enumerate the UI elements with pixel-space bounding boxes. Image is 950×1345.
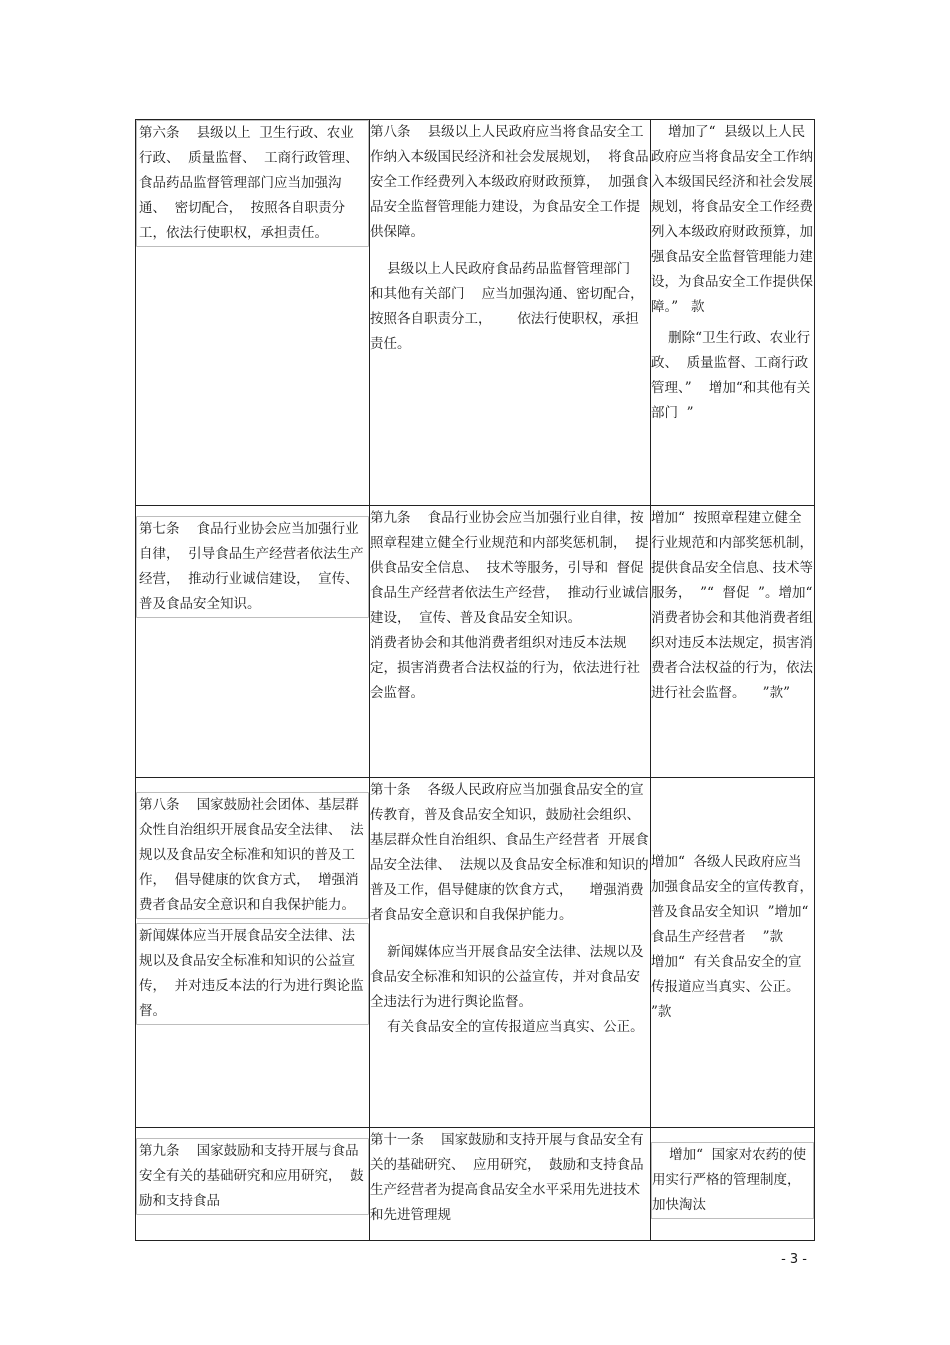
change-note-text: 删除“卫生行政、农业行政、 质量监督、工商行政管理、” 增加“和其他有关部门 ” [651,330,811,421]
table-row [136,120,815,506]
old-article-cell [136,120,370,506]
new-article-text: 第九条 食品行业协会应当加强行业自律，按照章程建立健全行业规范和内部奖惩机制， 提供食品安全信息、 技术等服务，引导和 督促 食品生产经营者依法生产经营， 推动行业诚信建设， 宣传、普及食品安全知识。 消费者协会和其他消费者组织对违反本法规定，损害消费者合法权益的行为，依法进行社会监督。 [370,510,649,701]
new-article-text: 第十一条 国家鼓励和支持开展与食品安全有关的基础研究、 应用研究， 鼓励和支持食品生产经营者为提高食品安全水平采用先进技术和先进管理规 [370,1132,644,1223]
new-article-text: 第十条 各级人民政府应当加强食品安全的宣传教育，普及食品安全知识，鼓励社会组织、基层群众性自治组织、食品生产经营者 开展食品安全法律、 法规以及食品安全标准和知识的普及工作，倡导健康的饮食方式， 增强消费者食品安全意识和自我保护能力。 [370,782,649,923]
change-note-text: 增加了“ 县级以上人民政府应当将食品安全工作纳入本级国民经济和社会发展规划，将食品安全工作经费列入本级政府财政预算，加强食品安全监督管理能力建设，为食品安全工作提供保障。” 款 [651,124,813,315]
new-article-cell [370,778,651,1128]
new-article-text: 第八条 县级以上人民政府应当将食品安全工作纳入本级国民经济和社会发展规划， 将食品安全工作经费列入本级政府财政预算， 加强食品安全监督管理能力建设，为食品安全工作提供保障。 [370,124,649,240]
comparison-table [135,119,821,1241]
old-article-cell [136,506,370,778]
old-article-text: 第七条 食品行业协会应当加强行业自律， 引导食品生产经营者依法生产经营， 推动行业诚信建设， 宣传、普及食品安全知识。 [136,516,369,618]
change-note-text: 增加“ 国家对农药的使用实行严格的管理制度，加快淘汰 [651,1142,814,1219]
old-article-text: 第九条 国家鼓励和支持开展与食品安全有关的基础研究和应用研究， 鼓励和支持食品 [136,1138,369,1215]
change-note-text: 增加“ 按照章程建立健全行业规范和内部奖惩机制，提供食品安全信息、技术等服务， ”“ 督促 ”。增加“ 消费者协会和其他消费者组织对违反本法规定，损害消费者合法权益的行为，依法进行社会监督。 ”款” [651,510,821,701]
change-note-cell [651,1128,815,1241]
table-row [136,506,815,778]
old-article-cell [136,778,370,1128]
old-article-cell [136,1128,370,1241]
table-row [136,778,815,1128]
old-article-text: 第八条 国家鼓励社会团体、基层群众性自治组织开展食品安全法律、 法规以及食品安全标准和知识的普及工作， 倡导健康的饮食方式， 增强消费者食品安全意识和自我保护能力。 [136,792,369,919]
change-note-cell [651,506,821,778]
new-article-cell [370,506,651,778]
table-row [136,1128,815,1241]
change-note-cell [651,778,815,1128]
new-article-text: 县级以上人民政府食品药品监督管理部门 和其他有关部门 应当加强沟通、密切配合，按照各自职责分工， 依法行使职权，承担责任。 [370,261,644,352]
new-article-cell [370,1128,651,1241]
old-article-text: 新闻媒体应当开展食品安全法律、法规以及食品安全标准和知识的公益宣传， 并对违反本法的行为进行舆论监督。 [136,923,369,1025]
old-article-text: 第六条 县级以上 卫生行政、农业行政、 质量监督、 工商行政管理、 食品药品监督管理部门应当加强沟通、 密切配合， 按照各自职责分工，依法行使职权，承担责任。 [136,120,369,247]
change-note-cell [651,120,815,506]
page-number: - 3 - [781,1252,807,1267]
new-article-cell [370,120,651,506]
new-article-text: 新闻媒体应当开展食品安全法律、法规以及食品安全标准和知识的公益宣传，并对食品安全违法行为进行舆论监督。 有关食品安全的宣传报道应当真实、公正。 [370,944,644,1035]
change-note-text: 增加“ 各级人民政府应当加强食品安全的宣传教育，普及食品安全知识 ”增加“ 食品生产经营者 ”款 增加“ 有关食品安全的宣传报道应当真实、公正。 ”款 [651,854,813,1020]
